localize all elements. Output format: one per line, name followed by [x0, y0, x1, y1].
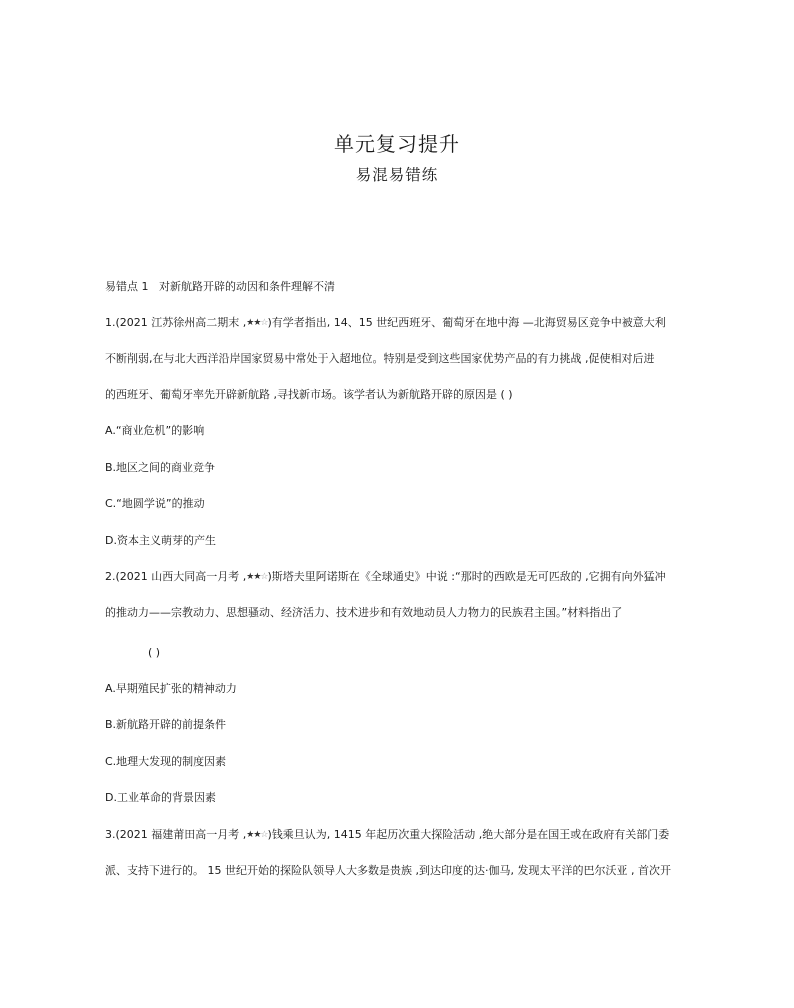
question-3-line-1 — [105, 828, 669, 843]
question-2-text-1: )斯塔夫里阿诺斯在《全球通史》中说 :“那时的西欧是无可匹敌的 ,它拥有向外猛冲 — [267, 570, 666, 583]
question-2-line-1 — [105, 570, 666, 585]
star-rating-icon: ★★☆ — [246, 572, 268, 582]
question-1-line-2: 不断削弱,在与北大西洋沿岸国家贸易中常处于入超地位。特别是受到这些国家优势产品的有力挑战 ,促使相对后进 — [105, 352, 655, 365]
question-1-line-3: 的西班牙、葡萄牙率先开辟新航路 ,寻找新市场。该学者认为新航路开辟的原因是 ( ) — [105, 388, 513, 401]
question-1-option-a: A.“商业危机”的影响 — [105, 424, 205, 437]
question-1-line-1 — [105, 316, 666, 331]
question-1-text-1: )有学者指出, 14、15 世纪西班牙、葡萄牙在地中海 —北海贸易区竞争中被意大利 — [267, 316, 666, 329]
question-2-line-2: 的推动力——宗教动力、思想骚动、经济活力、技术进步和有效地动员人力物力的民族君主国。”材料指出了 — [105, 606, 623, 619]
question-1-option-d: D.资本主义萌芽的产生 — [105, 534, 216, 547]
question-2-option-c: C.地理大发现的制度因素 — [105, 755, 227, 768]
page-title: 单元复习提升 — [334, 132, 460, 156]
section-heading — [105, 280, 335, 294]
question-2-prefix: 2.(2021 山西大同高一月考 , — [105, 570, 247, 583]
star-rating-icon: ★★☆ — [246, 830, 268, 840]
section-text: 对新航路开辟的动因和条件理解不清 — [159, 280, 335, 293]
question-2-answer-bracket: ( ) — [148, 646, 161, 659]
section-label: 易错点 1 — [105, 280, 149, 293]
question-3-line-2: 派、支持下进行的。 15 世纪开始的探险队领导人大多数是贵族 ,到达印度的达·伽马, 发现太平洋的巴尔沃亚 , 首次开 — [105, 864, 671, 877]
question-2-option-b: B.新航路开辟的前提条件 — [105, 718, 227, 731]
question-3-text-1: )钱乘旦认为, 1415 年起历次重大探险活动 ,绝大部分是在国王或在政府有关部门委 — [267, 828, 670, 841]
question-1-option-c: C.“地圆学说”的推动 — [105, 497, 205, 510]
question-2-option-a: A.早期殖民扩张的精神动力 — [105, 682, 237, 695]
star-rating-icon: ★★☆ — [246, 318, 268, 328]
question-2-option-d: D.工业革命的背景因素 — [105, 791, 216, 804]
question-3-prefix: 3.(2021 福建莆田高一月考 , — [105, 828, 247, 841]
page-subtitle: 易混易错练 — [355, 166, 439, 184]
question-1-option-b: B.地区之间的商业竞争 — [105, 461, 216, 474]
question-1-prefix: 1.(2021 江苏徐州高二期末 , — [105, 316, 247, 329]
